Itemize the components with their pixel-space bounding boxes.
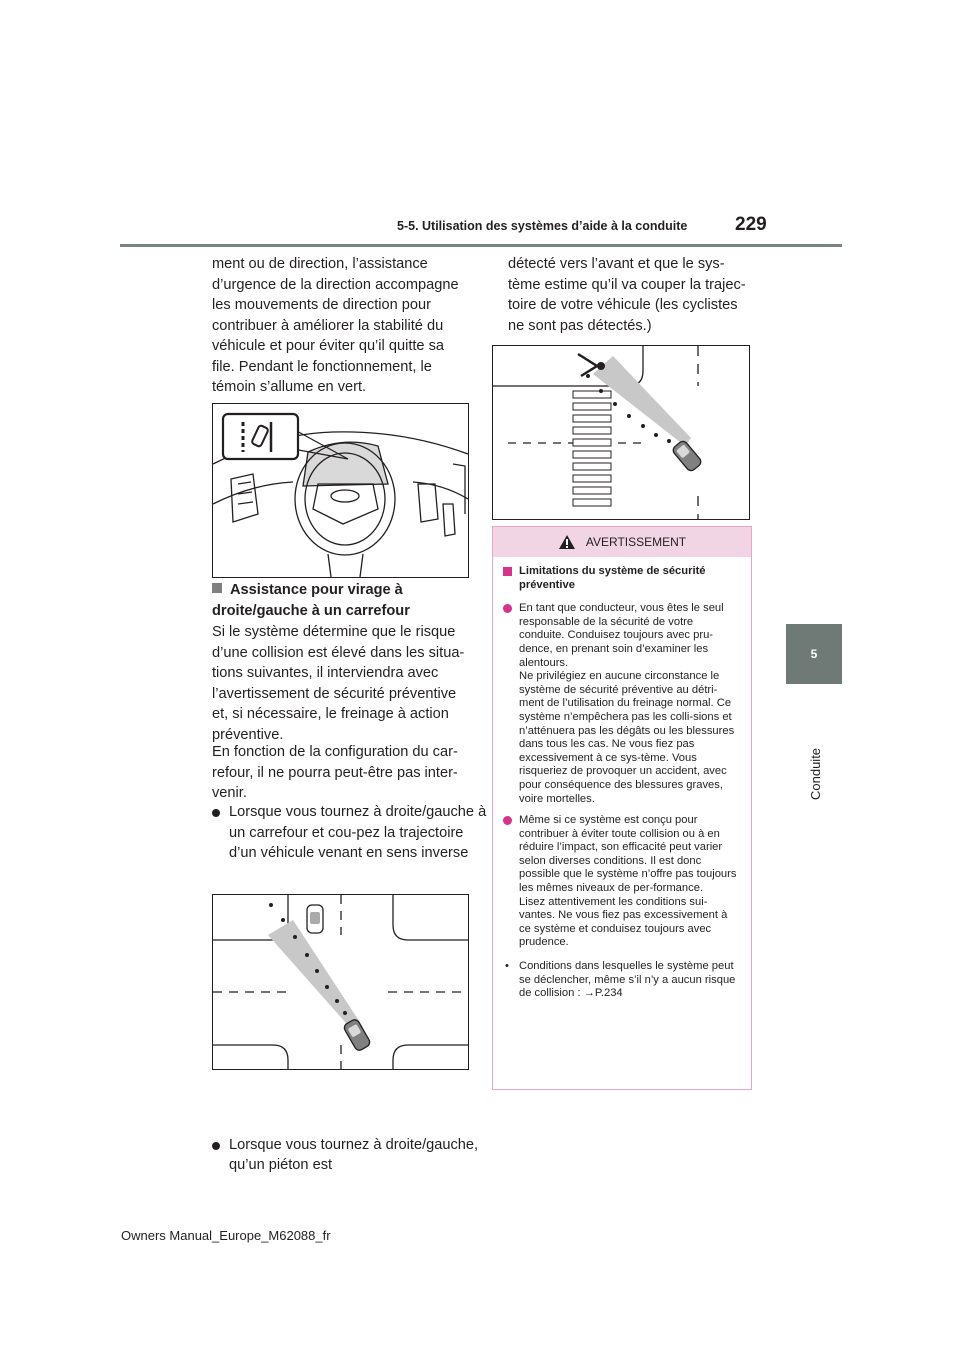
- section-title: 5-5. Utilisation des systèmes d’aide à la conduite: [397, 219, 688, 233]
- warning-item-2-text: Même si ce système est conçu pour contribuer à éviter toute collision ou à en réduire l’impact, son efficacité peut varier selon diverses conditions. Il est donc possible que le système n’offre pas toujours les mêmes niveaux de per-formance.: [519, 814, 737, 895]
- intersection-vehicle-figure: [212, 894, 469, 1070]
- warning-header: [493, 527, 751, 557]
- warning-heading: [503, 565, 741, 592]
- pedestrian-crossing-illustration: [493, 346, 749, 519]
- dashboard-illustration: [213, 404, 468, 577]
- bullet-item-2: [212, 1135, 487, 1176]
- dashboard-figure: [212, 403, 469, 578]
- warning-bullet-icon: [503, 604, 512, 613]
- small-bullet-icon: •: [505, 960, 509, 973]
- section-heading-text: Assistance pour virage à droite/gauche à un carrefour: [212, 582, 410, 619]
- warning-item-1-text: En tant que conducteur, vous êtes le seul responsable de la sécurité de votre conduite. Conduisez toujours avec pru-dence, en prenant soin d’examiner les alentours.: [519, 602, 724, 669]
- warning-triangle-icon: [558, 534, 576, 550]
- warning-title: AVERTISSEMENT: [585, 535, 687, 549]
- pedestrian-crossing-figure: [492, 345, 750, 520]
- warning-box: [492, 526, 752, 1090]
- warning-sub-item-text: Conditions dans lesquelles le système peut se déclencher, même s’il n’y a aucun risque de collision : →P.234: [519, 960, 736, 1000]
- page-number: 229: [735, 214, 767, 235]
- warning-sub-item: [503, 960, 741, 1001]
- intersection-vehicle-illustration: [213, 895, 468, 1069]
- bullet-dot-icon: [212, 809, 220, 817]
- bullet-dot-icon: [212, 1142, 220, 1150]
- crosswalk-stripes: [573, 391, 611, 506]
- footer-text: Owners Manual_Europe_M62088_fr: [121, 1228, 331, 1243]
- bullet-item-1: [212, 802, 487, 864]
- bullet-item-1-text: Lorsque vous tournez à droite/gauche à un carrefour et cou-pez la trajectoire d’un véhicule venant en sens inverse: [229, 804, 487, 861]
- chapter-tab: 5: [786, 624, 842, 684]
- section-heading: [212, 580, 470, 621]
- continuation-paragraph: détecté vers l’avant et que le sys-tème estime qu’il va couper la trajec-toire de votre véhicule (les cyclistes ne sont pas détectés.): [508, 256, 746, 334]
- own-car-icon: [343, 1018, 372, 1052]
- intro-paragraph: ment ou de direction, l’assistance d’urgence de la direction accompagne les mouvements de direction pour contribuer à améliorer la stabilité du véhicule et pour éviter qu’il quitte sa file. Pendant le fonctionnement, le témoin s’allume en vert.: [212, 256, 459, 395]
- paragraph-2: En fonction de la configuration du car-refour, il ne pourra peut-être pas inter-venir.: [212, 744, 458, 801]
- oncoming-car-icon: [307, 905, 323, 933]
- warning-square-icon: [503, 567, 512, 576]
- chapter-label: Conduite: [808, 747, 823, 800]
- warning-item-1: [503, 602, 741, 806]
- warning-bullet-icon: [503, 816, 512, 825]
- warning-item-1b-text: Ne privilégiez en aucune circonstance le système de sécurité préventive au détri-ment de l’utilisation du freinage normal. Ce système n’empêchera pas les colli-sions et n’atténuera pas les dégâts ou les blessures dans tous les cas. Ne vous fiez pas excessivement à ce sys-tème. Vous risqueriez de provoquer un accident, avec pour conséquence des blessures graves, voire mortelles.: [519, 670, 735, 805]
- chapter-label-container: [786, 690, 842, 810]
- paragraph-1: Si le système détermine que le risque d’une collision est élevé dans les situa-tions suivantes, il interviendra avec l’avertissement de sécurité préventive et, si nécessaire, le freinage à action préventive.: [212, 624, 465, 743]
- warning-item-2b-text: Lisez attentivement les conditions sui-vantes. Ne vous fiez pas excessivement à ce système et conduisez toujours avec prudence.: [519, 895, 728, 949]
- warning-item-2: [503, 814, 741, 950]
- heading-square-icon: [212, 583, 222, 593]
- warning-body: [493, 557, 751, 1001]
- own-car-icon: [671, 439, 703, 472]
- bullet-item-2-text: Lorsque vous tournez à droite/gauche, qu’un piéton est: [229, 1136, 479, 1173]
- header-rule: [120, 244, 842, 247]
- warning-heading-text: Limitations du système de sécurité préventive: [519, 565, 706, 591]
